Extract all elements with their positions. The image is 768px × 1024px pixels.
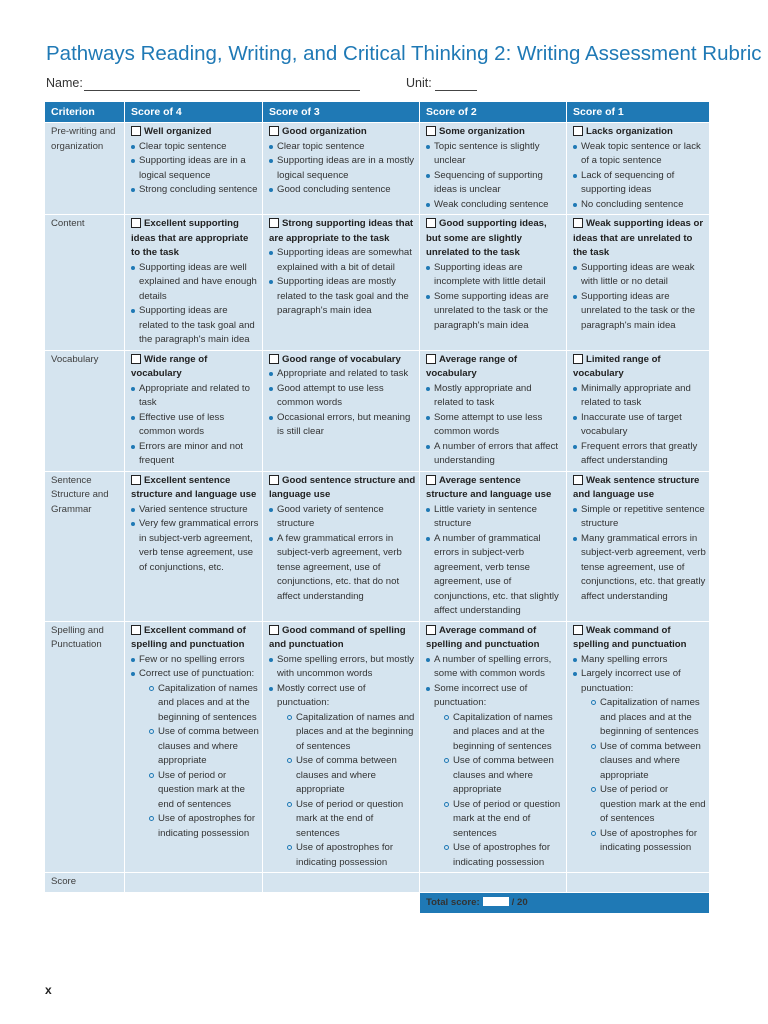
descriptor-list — [269, 653, 416, 871]
descriptor-text: Supporting ideas are mostly related to the task goal and the paragraph's main idea — [277, 276, 409, 316]
descriptor-title: Good command of spelling and punctuation — [269, 624, 406, 650]
descriptor-bullet — [131, 183, 259, 198]
descriptor-bullet — [131, 261, 259, 305]
descriptor-text: Weak concluding sentence — [434, 198, 549, 210]
descriptor-bullet — [573, 382, 706, 411]
descriptor-text: Little variety in sentence structure — [434, 503, 537, 529]
score-cell[interactable] — [263, 873, 420, 893]
checkbox[interactable] — [131, 354, 141, 364]
descriptor-heading — [426, 474, 563, 503]
descriptor-title: Average command of spelling and punctuation — [426, 624, 540, 650]
descriptor-text: Good attempt to use less common words — [277, 382, 384, 408]
descriptor-title: Good organization — [282, 126, 367, 137]
descriptor-title: Average sentence structure and language use — [426, 474, 552, 500]
rubric-cell — [420, 350, 567, 471]
descriptor-bullet — [131, 653, 259, 668]
rubric-cell — [420, 621, 567, 873]
rubric-cell — [263, 215, 420, 351]
checkbox[interactable] — [426, 126, 436, 136]
descriptor-text: Correct use of punctuation: — [139, 668, 255, 679]
checkbox[interactable] — [573, 218, 583, 228]
name-label: Name: — [46, 76, 83, 90]
rubric-cell — [125, 215, 263, 351]
rubric-cell — [567, 621, 710, 873]
sub-bullet: Use of period or question mark at the end of sentences — [591, 783, 706, 827]
criterion-label: Content — [45, 215, 125, 351]
checkbox[interactable] — [131, 126, 141, 136]
descriptor-title: Some organization — [439, 126, 525, 137]
descriptor-text: A number of grammatical errors in subject-verb agreement, verb tense agreement, use of conjunctions, etc. that slightly affect understanding — [434, 532, 559, 616]
rubric-row — [45, 471, 710, 621]
descriptor-text: Occasional errors, but meaning is still clear — [277, 411, 411, 437]
descriptor-text: Many spelling errors — [581, 653, 668, 665]
rubric-row — [45, 350, 710, 471]
total-label: Total score: — [426, 896, 480, 908]
descriptor-bullet — [573, 198, 706, 213]
checkbox[interactable] — [426, 625, 436, 635]
sub-bullet: Capitalization of names and places and at the beginning of sentences — [591, 696, 706, 740]
punctuation-sublist — [277, 711, 416, 871]
descriptor-bullet — [269, 532, 416, 605]
rubric-header-row — [45, 102, 710, 123]
descriptor-list — [131, 261, 259, 348]
score-label: Score — [45, 873, 125, 893]
total-spacer — [45, 892, 420, 914]
descriptor-title: Limited range of vocabulary — [573, 353, 661, 379]
descriptor-text: No concluding sentence — [581, 198, 684, 210]
name-field[interactable] — [84, 90, 360, 91]
descriptor-text: Supporting ideas are in a mostly logical sequence — [277, 155, 415, 181]
checkbox[interactable] — [573, 475, 583, 485]
sub-bullet: Use of comma between clauses and where appropriate — [444, 754, 563, 798]
descriptor-bullet — [573, 411, 706, 440]
score-cell[interactable] — [567, 873, 710, 893]
checkbox[interactable] — [426, 354, 436, 364]
descriptor-bullet — [131, 517, 259, 575]
descriptor-list — [426, 140, 563, 213]
sub-bullet: Use of comma between clauses and where appropriate — [149, 725, 259, 769]
checkbox[interactable] — [269, 126, 279, 136]
rubric-cell — [420, 123, 567, 215]
rubric-cell — [567, 215, 710, 351]
descriptor-text: Some spelling errors, but mostly with uncommon words — [277, 653, 415, 679]
descriptor-bullet — [269, 367, 416, 382]
checkbox[interactable] — [131, 475, 141, 485]
descriptor-bullet — [426, 198, 563, 213]
descriptor-heading — [573, 125, 706, 140]
rubric-row — [45, 123, 710, 215]
descriptor-text: Strong concluding sentence — [139, 184, 258, 195]
descriptor-bullet — [269, 503, 416, 532]
descriptor-list — [426, 382, 563, 469]
total-max: / 20 — [511, 896, 528, 908]
checkbox[interactable] — [573, 625, 583, 635]
descriptor-bullet — [573, 169, 706, 198]
descriptor-text: Supporting ideas are related to the task goal and the paragraph's main idea — [139, 305, 255, 345]
descriptor-text: Some attempt to use less common words — [434, 411, 543, 437]
sub-bullet: Capitalization of names and places and at the beginning of sentences — [287, 711, 416, 755]
descriptor-list — [269, 503, 416, 605]
descriptor-heading — [573, 624, 706, 653]
descriptor-heading — [269, 125, 416, 140]
rubric-table — [44, 101, 710, 914]
descriptor-list — [426, 261, 563, 334]
header-score-2: Score of 2 — [420, 102, 567, 123]
descriptor-bullet — [131, 503, 259, 518]
sub-bullet: Capitalization of names and places and at the beginning of sentences — [444, 711, 563, 755]
descriptor-text: Supporting ideas are weak with little or no detail — [581, 261, 695, 287]
descriptor-heading — [131, 217, 259, 261]
descriptor-text: Errors are minor and not frequent — [139, 440, 243, 466]
descriptor-text: A number of errors that affect understanding — [434, 440, 559, 466]
descriptor-text: Weak topic sentence or lack of a topic sentence — [581, 140, 701, 166]
descriptor-bullet — [426, 532, 563, 619]
descriptor-bullet — [269, 411, 416, 440]
descriptor-text: Sequencing of supporting ideas is unclear — [434, 169, 543, 195]
descriptor-heading — [573, 474, 706, 503]
descriptor-list — [131, 140, 259, 198]
total-row — [45, 892, 710, 914]
unit-label: Unit: — [406, 76, 432, 90]
descriptor-text: Topic sentence is slightly unclear — [434, 140, 540, 166]
score-cell[interactable] — [420, 873, 567, 893]
descriptor-bullet — [426, 503, 563, 532]
descriptor-text: Many grammatical errors in subject-verb agreement, verb tense agreement, use of conjunctions, etc. that greatly affect understanding — [581, 532, 706, 602]
descriptor-text: Supporting ideas are well explained and have enough details — [139, 261, 257, 302]
descriptor-text: Good variety of sentence structure — [277, 503, 384, 529]
punctuation-sublist — [434, 711, 563, 871]
descriptor-bullet — [426, 382, 563, 411]
descriptor-text: Lack of sequencing of supporting ideas — [581, 169, 675, 195]
descriptor-bullet — [131, 154, 259, 183]
header-score-4: Score of 4 — [125, 102, 263, 123]
sub-bullet: Use of apostrophes for indicating possession — [287, 841, 416, 870]
descriptor-bullet — [269, 154, 416, 183]
criterion-label: Sentence Structure and Grammar — [45, 471, 125, 621]
descriptor-text: Good concluding sentence — [277, 184, 391, 195]
descriptor-heading — [426, 624, 563, 653]
rubric-cell — [567, 471, 710, 621]
descriptor-text: Effective use of less common words — [139, 411, 225, 437]
descriptor-bullet — [426, 290, 563, 334]
descriptor-title: Average range of vocabulary — [426, 353, 518, 379]
descriptor-bullet — [426, 140, 563, 169]
descriptor-list — [573, 653, 706, 856]
descriptor-text: Supporting ideas are incomplete with little detail — [434, 261, 546, 287]
checkbox[interactable] — [131, 218, 141, 228]
criterion-label: Vocabulary — [45, 350, 125, 471]
descriptor-text: Mostly appropriate and related to task — [434, 382, 532, 408]
header-criterion: Criterion — [45, 102, 125, 123]
checkbox[interactable] — [426, 218, 436, 228]
descriptor-bullet — [426, 169, 563, 198]
descriptor-text: Frequent errors that greatly affect understanding — [581, 440, 698, 466]
descriptor-bullet — [573, 290, 706, 334]
descriptor-title: Excellent command of spelling and punctuation — [131, 624, 246, 650]
rubric-cell — [125, 123, 263, 215]
total-score-input[interactable] — [483, 897, 509, 906]
checkbox[interactable] — [269, 475, 279, 485]
header-score-3: Score of 3 — [263, 102, 420, 123]
descriptor-bullet — [131, 667, 259, 841]
descriptor-bullet — [426, 440, 563, 469]
descriptor-bullet — [573, 261, 706, 290]
rubric-row — [45, 215, 710, 351]
descriptor-text: Varied sentence structure — [139, 503, 248, 515]
descriptor-title: Well organized — [144, 126, 212, 137]
descriptor-title: Weak command of spelling and punctuation — [573, 624, 687, 650]
descriptor-text: Appropriate and related to task — [139, 382, 250, 408]
descriptor-bullet — [131, 304, 259, 348]
rubric-row — [45, 621, 710, 873]
descriptor-bullet — [131, 440, 259, 469]
descriptor-bullet — [426, 261, 563, 290]
descriptor-title: Weak supporting ideas or ideas that are unrelated to the task — [573, 218, 704, 258]
descriptor-bullet — [269, 382, 416, 411]
sub-bullet: Use of period or question mark at the end of sentences — [287, 798, 416, 842]
descriptor-heading — [269, 353, 416, 368]
rubric-cell — [125, 621, 263, 873]
descriptor-title: Lacks organization — [586, 126, 673, 137]
descriptor-title: Wide range of vocabulary — [131, 353, 208, 379]
descriptor-heading — [269, 217, 416, 246]
descriptor-heading — [131, 474, 259, 503]
descriptor-text: Clear topic sentence — [277, 140, 365, 152]
descriptor-list — [131, 653, 259, 842]
descriptor-bullet — [131, 140, 259, 155]
descriptor-text: Supporting ideas are somewhat explained with a bit of detail — [277, 247, 412, 273]
score-row — [45, 873, 710, 893]
checkbox[interactable] — [269, 218, 279, 228]
page-title: Pathways Reading, Writing, and Critical Thinking 2: Writing Assessment Rubric — [46, 42, 762, 65]
rubric-cell — [263, 471, 420, 621]
descriptor-bullet — [573, 440, 706, 469]
descriptor-list — [269, 246, 416, 319]
descriptor-heading — [269, 474, 416, 503]
descriptor-heading — [269, 624, 416, 653]
descriptor-text: Some supporting ideas are unrelated to the task or the paragraph's main idea — [434, 290, 549, 331]
checkbox[interactable] — [426, 475, 436, 485]
punctuation-sublist — [581, 696, 706, 856]
descriptor-list — [573, 261, 706, 334]
descriptor-heading — [573, 353, 706, 382]
descriptor-heading — [426, 125, 563, 140]
descriptor-bullet — [573, 532, 706, 605]
descriptor-heading — [426, 353, 563, 382]
descriptor-text: Minimally appropriate and related to task — [581, 382, 691, 408]
descriptor-text: A few grammatical errors in subject-verb agreement, verb tense agreement, use of conjunctions, etc. that do not affect understanding — [277, 532, 402, 602]
criterion-label: Pre-writing and organization — [45, 123, 125, 215]
descriptor-bullet — [426, 682, 563, 871]
descriptor-bullet — [131, 411, 259, 440]
descriptor-text: A number of spelling errors, some with common words — [434, 653, 552, 679]
total-score — [420, 892, 710, 914]
score-cell[interactable] — [125, 873, 263, 893]
descriptor-list — [573, 382, 706, 469]
descriptor-text: Appropriate and related to task — [277, 368, 409, 379]
descriptor-bullet — [573, 653, 706, 668]
descriptor-heading — [426, 217, 563, 261]
descriptor-title: Excellent sentence structure and language use — [131, 474, 257, 500]
sub-bullet: Use of apostrophes for indicating possession — [591, 827, 706, 856]
header-score-1: Score of 1 — [567, 102, 710, 123]
descriptor-title: Good range of vocabulary — [282, 353, 401, 365]
descriptor-heading — [131, 125, 259, 140]
sub-bullet: Use of apostrophes for indicating possession — [149, 812, 259, 841]
rubric-cell — [263, 350, 420, 471]
punctuation-sublist — [139, 682, 259, 842]
descriptor-list — [131, 503, 259, 576]
unit-field[interactable] — [435, 90, 477, 91]
rubric-cell — [125, 471, 263, 621]
rubric-cell — [263, 621, 420, 873]
name-unit-line — [46, 76, 708, 94]
descriptor-title: Good sentence structure and language use — [269, 474, 416, 500]
sub-bullet: Use of comma between clauses and where appropriate — [591, 740, 706, 784]
descriptor-bullet — [573, 140, 706, 169]
descriptor-list — [573, 140, 706, 213]
descriptor-list — [131, 382, 259, 469]
descriptor-bullet — [269, 183, 416, 198]
descriptor-heading — [131, 624, 259, 653]
sub-bullet: Use of apostrophes for indicating possession — [444, 841, 563, 870]
sub-bullet: Use of period or question mark at the end of sentences — [444, 798, 563, 842]
descriptor-list — [573, 503, 706, 605]
descriptor-bullet — [426, 411, 563, 440]
descriptor-list — [269, 367, 416, 440]
descriptor-bullet — [131, 382, 259, 411]
descriptor-text: Some incorrect use of punctuation: — [434, 682, 528, 708]
rubric-cell — [125, 350, 263, 471]
checkbox[interactable] — [269, 354, 279, 364]
descriptor-title: Good supporting ideas, but some are slightly unrelated to the task — [426, 218, 547, 258]
descriptor-bullet — [426, 653, 563, 682]
descriptor-title: Weak sentence structure and language use — [573, 474, 700, 500]
checkbox[interactable] — [573, 126, 583, 136]
descriptor-bullet — [269, 682, 416, 871]
descriptor-bullet — [269, 246, 416, 275]
sub-bullet: Capitalization of names and places and at the beginning of sentences — [149, 682, 259, 726]
rubric-cell — [420, 471, 567, 621]
descriptor-bullet — [573, 667, 706, 856]
descriptor-text: Inaccurate use of target vocabulary — [581, 411, 682, 437]
descriptor-bullet — [573, 503, 706, 532]
descriptor-list — [426, 503, 563, 619]
descriptor-text: Mostly correct use of punctuation: — [277, 682, 366, 708]
descriptor-text: Few or no spelling errors — [139, 653, 245, 665]
checkbox[interactable] — [573, 354, 583, 364]
descriptor-list — [269, 140, 416, 198]
rubric-cell — [420, 215, 567, 351]
checkbox[interactable] — [131, 625, 141, 635]
criterion-label: Spelling and Punctuation — [45, 621, 125, 873]
descriptor-heading — [573, 217, 706, 261]
descriptor-title: Strong supporting ideas that are appropriate to the task — [269, 218, 414, 244]
sub-bullet: Use of comma between clauses and where appropriate — [287, 754, 416, 798]
descriptor-text: Largely incorrect use of punctuation: — [581, 668, 681, 694]
checkbox[interactable] — [269, 625, 279, 635]
descriptor-text: Clear topic sentence — [139, 140, 227, 152]
descriptor-bullet — [269, 140, 416, 155]
page-number: x — [45, 983, 52, 997]
rubric-cell — [263, 123, 420, 215]
descriptor-heading — [131, 353, 259, 382]
descriptor-text: Supporting ideas are in a logical sequence — [139, 155, 246, 181]
descriptor-text: Supporting ideas are unrelated to the task or the paragraph's main idea — [581, 290, 696, 331]
rubric-cell — [567, 350, 710, 471]
descriptor-bullet — [269, 653, 416, 682]
descriptor-title: Excellent supporting ideas that are appropriate to the task — [131, 218, 249, 258]
descriptor-list — [426, 653, 563, 871]
descriptor-text: Simple or repetitive sentence structure — [581, 503, 705, 529]
sub-bullet: Use of period or question mark at the end of sentences — [149, 769, 259, 813]
descriptor-text: Very few grammatical errors in subject-verb agreement, verb tense agreement, use of conjunctions, etc. — [139, 518, 259, 573]
descriptor-bullet — [269, 275, 416, 319]
rubric-cell — [567, 123, 710, 215]
